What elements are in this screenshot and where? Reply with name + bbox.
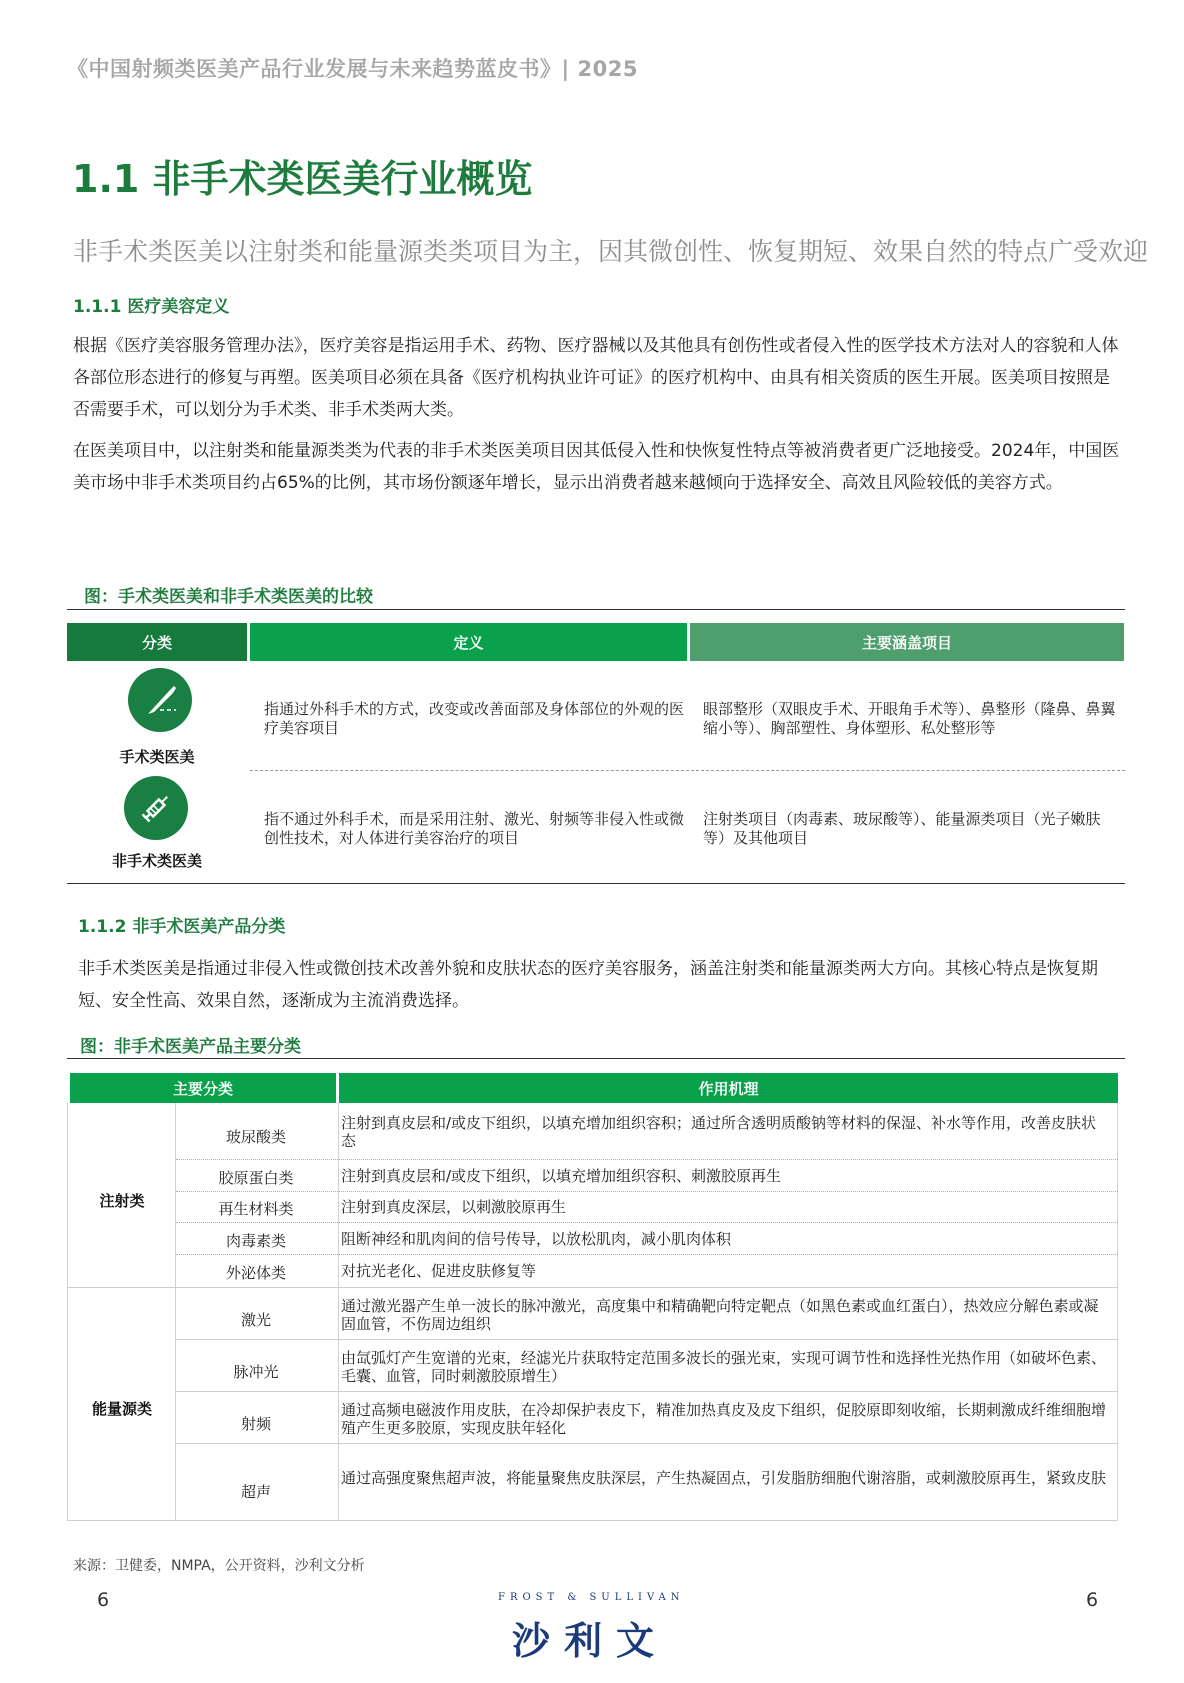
items-non-surgical: 注射类项目（肉毒素、玻尿酸等）、能量源类项目（光子嫩肤等）及其他项目 <box>703 810 1101 847</box>
report-header-title: 《中国射频类医美产品行业发展与未来趋势蓝皮书》| 2025 <box>67 57 638 81</box>
paragraph-definition: 根据《医疗美容服务管理办法》，医疗美容是指运用手术、药物、医疗器械以及其他具有创伤性或者侵入性的医学技术方法对人的容貌和人体各部位形态进行的修复与再塑。医美项目必须在具备《医疗机构执业许可证》的医疗机构中、由具有相关资质的医生开展。医美项目按照是否需要手术，可以划分为手术类、非手术类两大类。 <box>73 336 1119 420</box>
group-divider <box>67 1287 1118 1288</box>
subcategory-ipl: 脉冲光 <box>233 1363 279 1381</box>
column-header-main-category: 主要分类 <box>70 1073 336 1103</box>
row-divider <box>176 1391 1118 1392</box>
items-surgical: 眼部整形（双眼皮手术、开眼角手术等）、鼻整形（隆鼻、鼻翼缩小等）、胸部塑性、身体塑形、私处整形等 <box>703 700 1116 737</box>
brand-logo-chinese: 沙利文 <box>512 1619 669 1663</box>
row-divider <box>176 1191 1118 1192</box>
section-title: 1.1 非手术类医美行业概览 <box>72 157 533 201</box>
page-number-right: 6 <box>1086 1589 1099 1611</box>
table-top-rule <box>67 609 1125 610</box>
subsection-heading-classification: 1.1.2 非手术医美产品分类 <box>78 917 286 937</box>
mechanism-laser: 通过激光器产生单一波长的脉冲激光，高度集中和精确靶向特定靶点（如黑色素或血红蛋白），热效应分解色素或凝固血管，不伤周边组织 <box>341 1297 1099 1333</box>
row-label-surgical: 手术类医美 <box>119 748 195 766</box>
scalpel-icon <box>128 668 192 732</box>
row-label-non-surgical: 非手术类医美 <box>111 852 202 870</box>
row-divider <box>176 1159 1118 1160</box>
definition-surgical: 指通过外科手术的方式，改变或改善面部及身体部位的外观的医疗美容项目 <box>264 700 685 737</box>
brand-logo-english: FROST & SULLIVAN <box>498 1592 685 1603</box>
syringe-icon <box>124 776 188 840</box>
mechanism-ipl: 由氙弧灯产生宽谱的光束，经滤光片获取特定范围多波长的强光束，实现可调节性和选择性光热作用（如破坏色素、毛囊、血管，同时刺激胶原增生） <box>341 1349 1107 1385</box>
source-note: 来源：卫健委，NMPA，公开资料，沙利文分析 <box>73 1558 365 1574</box>
row-divider <box>176 1443 1118 1444</box>
table-bottom-rule <box>67 883 1125 884</box>
definition-non-surgical: 指不通过外科手术，而是采用注射、激光、射频等非侵入性或微创性技术，对人体进行美容治疗的项目 <box>264 810 685 847</box>
subcategory-regenerative: 再生材料类 <box>218 1200 294 1218</box>
subcategory-hyaluronic: 玻尿酸类 <box>225 1128 286 1146</box>
column-header-category: 分类 <box>67 623 247 661</box>
subcategory-collagen: 胶原蛋白类 <box>218 1169 294 1187</box>
paragraph-classification: 非手术类医美是指通过非侵入性或微创技术改善外貌和皮肤状态的医疗美容服务，涵盖注射类和能量源类两大方向。其核心特点是恢复期短、安全性高、效果自然，逐渐成为主流消费选择。 <box>78 959 1098 1011</box>
subsection-heading-definition: 1.1.1 医疗美容定义 <box>73 297 230 317</box>
page-number-left: 6 <box>97 1589 110 1611</box>
subcategory-laser: 激光 <box>240 1311 271 1329</box>
row-divider <box>176 1339 1118 1340</box>
mechanism-ultrasound: 通过高强度聚焦超声波，将能量聚焦皮肤深层，产生热凝固点，引发脂肪细胞代谢溶脂，或刺激胶原再生，紧致皮肤 <box>341 1469 1107 1487</box>
mechanism-collagen: 注射到真皮层和/或皮下组织，以填充增加组织容积、刺激胶原再生 <box>341 1167 782 1185</box>
mechanism-botulinum: 阻断神经和肌肉间的信号传导，以放松肌肉，减小肌肉体积 <box>341 1230 732 1248</box>
row-divider <box>250 770 1125 771</box>
subcategory-rf: 射频 <box>240 1415 271 1433</box>
column-header-mechanism: 作用机理 <box>339 1073 1118 1103</box>
subcategory-ultrasound: 超声 <box>240 1483 271 1501</box>
mechanism-rf: 通过高频电磁波作用皮肤，在冷却保护表皮下，精准加热真皮及皮下组织，促胶原即刻收缩，长期刺激成纤维细胞增殖产生更多胶原，实现皮肤年轻化 <box>341 1401 1107 1437</box>
row-divider <box>176 1222 1118 1223</box>
mechanism-hyaluronic: 注射到真皮层和/或皮下组织，以填充增加组织容积；通过所含透明质酸钠等材料的保湿、补水等作用，改善皮肤状态 <box>341 1114 1097 1150</box>
mechanism-regenerative: 注射到真皮深层，以刺激胶原再生 <box>341 1198 567 1216</box>
column-divider <box>338 1103 339 1521</box>
group-label-energy: 能量源类 <box>91 1400 152 1418</box>
column-header-definition: 定义 <box>250 623 687 661</box>
row-divider <box>176 1254 1118 1255</box>
table-top-rule <box>67 1058 1125 1059</box>
section-subtitle: 非手术类医美以注射类和能量源类类项目为主，因其微创性、恢复期短、效果自然的特点广受欢迎 <box>73 237 1149 266</box>
subcategory-exosome: 外泌体类 <box>225 1264 286 1282</box>
column-header-items: 主要涵盖项目 <box>690 623 1124 661</box>
subcategory-botulinum: 肉毒素类 <box>225 1232 286 1250</box>
figure-caption-classification: 图：非手术医美产品主要分类 <box>80 1037 301 1057</box>
paragraph-market-share: 在医美项目中，以注射类和能量源类类为代表的非手术类医美项目因其低侵入性和快恢复性特点等被消费者更广泛地接受。2024年，中国医美市场中非手术类项目约占65%的比例，其市场份额逐年增长，显示出消费者越来越倾向于选择安全、高效且风险较低的美容方式。 <box>73 441 1120 493</box>
mechanism-exosome: 对抗光老化、促进皮肤修复等 <box>341 1262 537 1280</box>
group-label-injection: 注射类 <box>99 1192 145 1210</box>
figure-caption-comparison: 图：手术类医美和非手术类医美的比较 <box>84 587 373 607</box>
